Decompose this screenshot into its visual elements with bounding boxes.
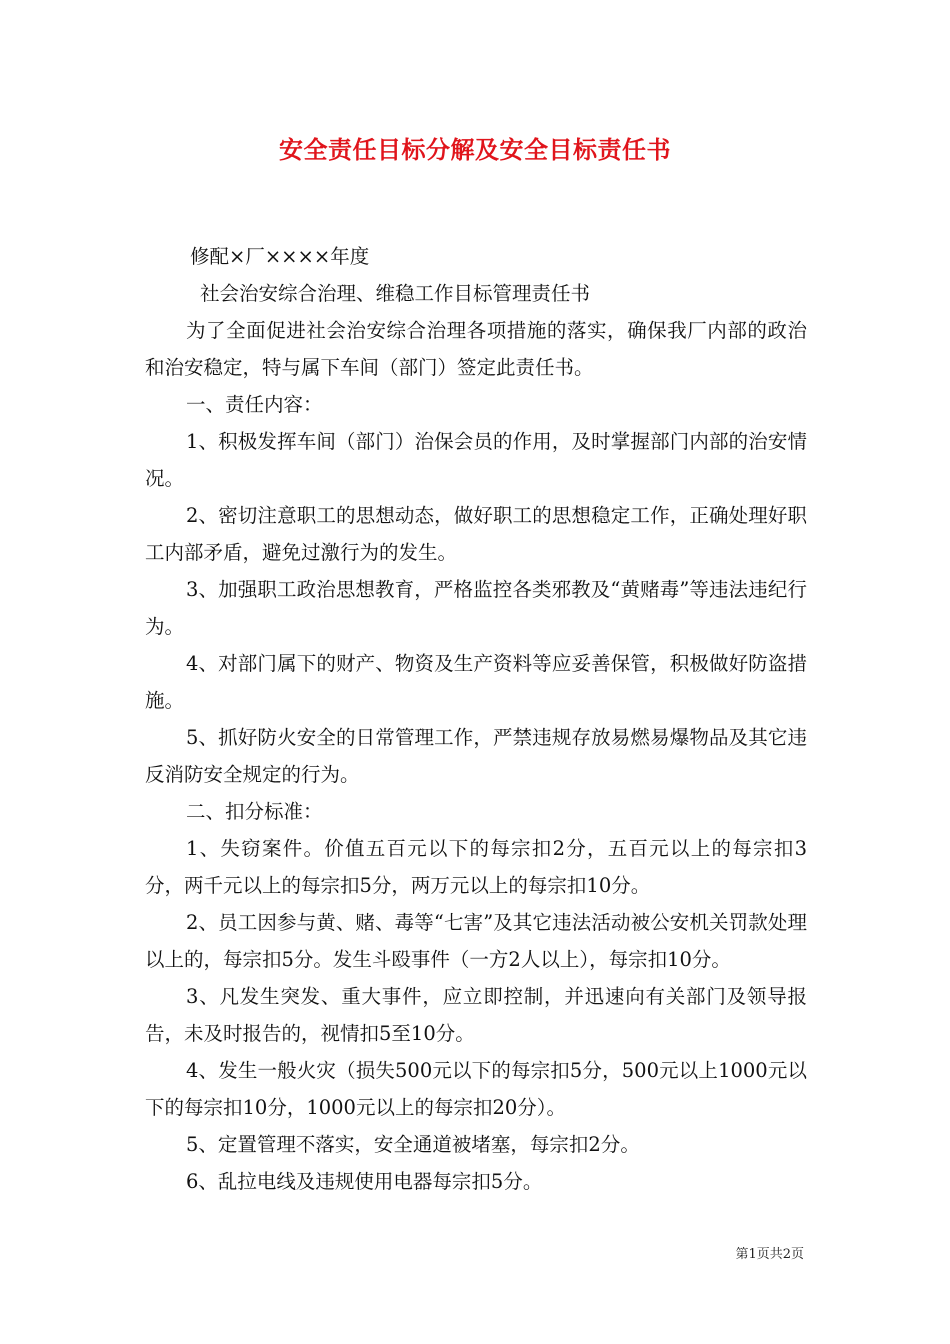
paragraph-factory-year: 修配×厂××××年度: [190, 245, 370, 268]
paragraph-intro: 为了全面促进社会治安综合治理各项措施的落实，确保我厂内部的政治和治安稳定，特与属下车间（部门）签定此责任书。: [145, 319, 807, 379]
list-item-responsibility-1: 1、积极发挥车间（部门）治保会员的作用，及时掌握部门内部的治安情况。: [145, 430, 807, 490]
document-body: [145, 238, 807, 1200]
list-item-deduction-6: 6、乱拉电线及违规使用电器每宗扣5分。: [186, 1170, 543, 1193]
page-number-indicator: 第1页共2页: [735, 1247, 804, 1262]
list-item-deduction-2: 2、员工因参与黄、赌、毒等“七害”及其它违法活动被公安机关罚款处理以上的，每宗扣5分。发生斗殴事件（一方2人以上），每宗扣10分。: [145, 911, 807, 971]
list-item-deduction-4: 4、发生一般火灾（损失500元以下的每宗扣5分，500元以上1000元以下的每宗扣10分，1000元以上的每宗扣20分）。: [145, 1059, 807, 1119]
document-title: 安全责任目标分解及安全目标责任书: [279, 135, 671, 164]
list-item-responsibility-5: 5、抓好防火安全的日常管理工作，严禁违规存放易燃易爆物品及其它违反消防安全规定的行为。: [145, 726, 807, 786]
section-heading-deduction-standards: 二、扣分标准：: [186, 800, 323, 823]
list-item-deduction-3: 3、凡发生突发、重大事件，应立即控制，并迅速向有关部门及领导报告，未及时报告的，视情扣5至10分。: [145, 985, 807, 1045]
section-heading-responsibilities: 一、责任内容：: [186, 393, 323, 416]
list-item-deduction-1: 1、失窃案件。价值五百元以下的每宗扣2分，五百元以上的每宗扣3分，两千元以上的每宗扣5分，两万元以上的每宗扣10分。: [145, 837, 807, 897]
list-item-responsibility-4: 4、对部门属下的财产、物资及生产资料等应妥善保管，积极做好防盗措施。: [145, 652, 807, 712]
paragraph-subtitle: 社会治安综合治理、维稳工作目标管理责任书: [200, 282, 591, 305]
list-item-responsibility-2: 2、密切注意职工的思想动态，做好职工的思想稳定工作，正确处理好职工内部矛盾，避免过激行为的发生。: [145, 504, 807, 564]
list-item-responsibility-3: 3、加强职工政治思想教育，严格监控各类邪教及“黄赌毒”等违法违纪行为。: [145, 578, 807, 638]
list-item-deduction-5: 5、定置管理不落实，安全通道被堵塞，每宗扣2分。: [186, 1133, 640, 1156]
